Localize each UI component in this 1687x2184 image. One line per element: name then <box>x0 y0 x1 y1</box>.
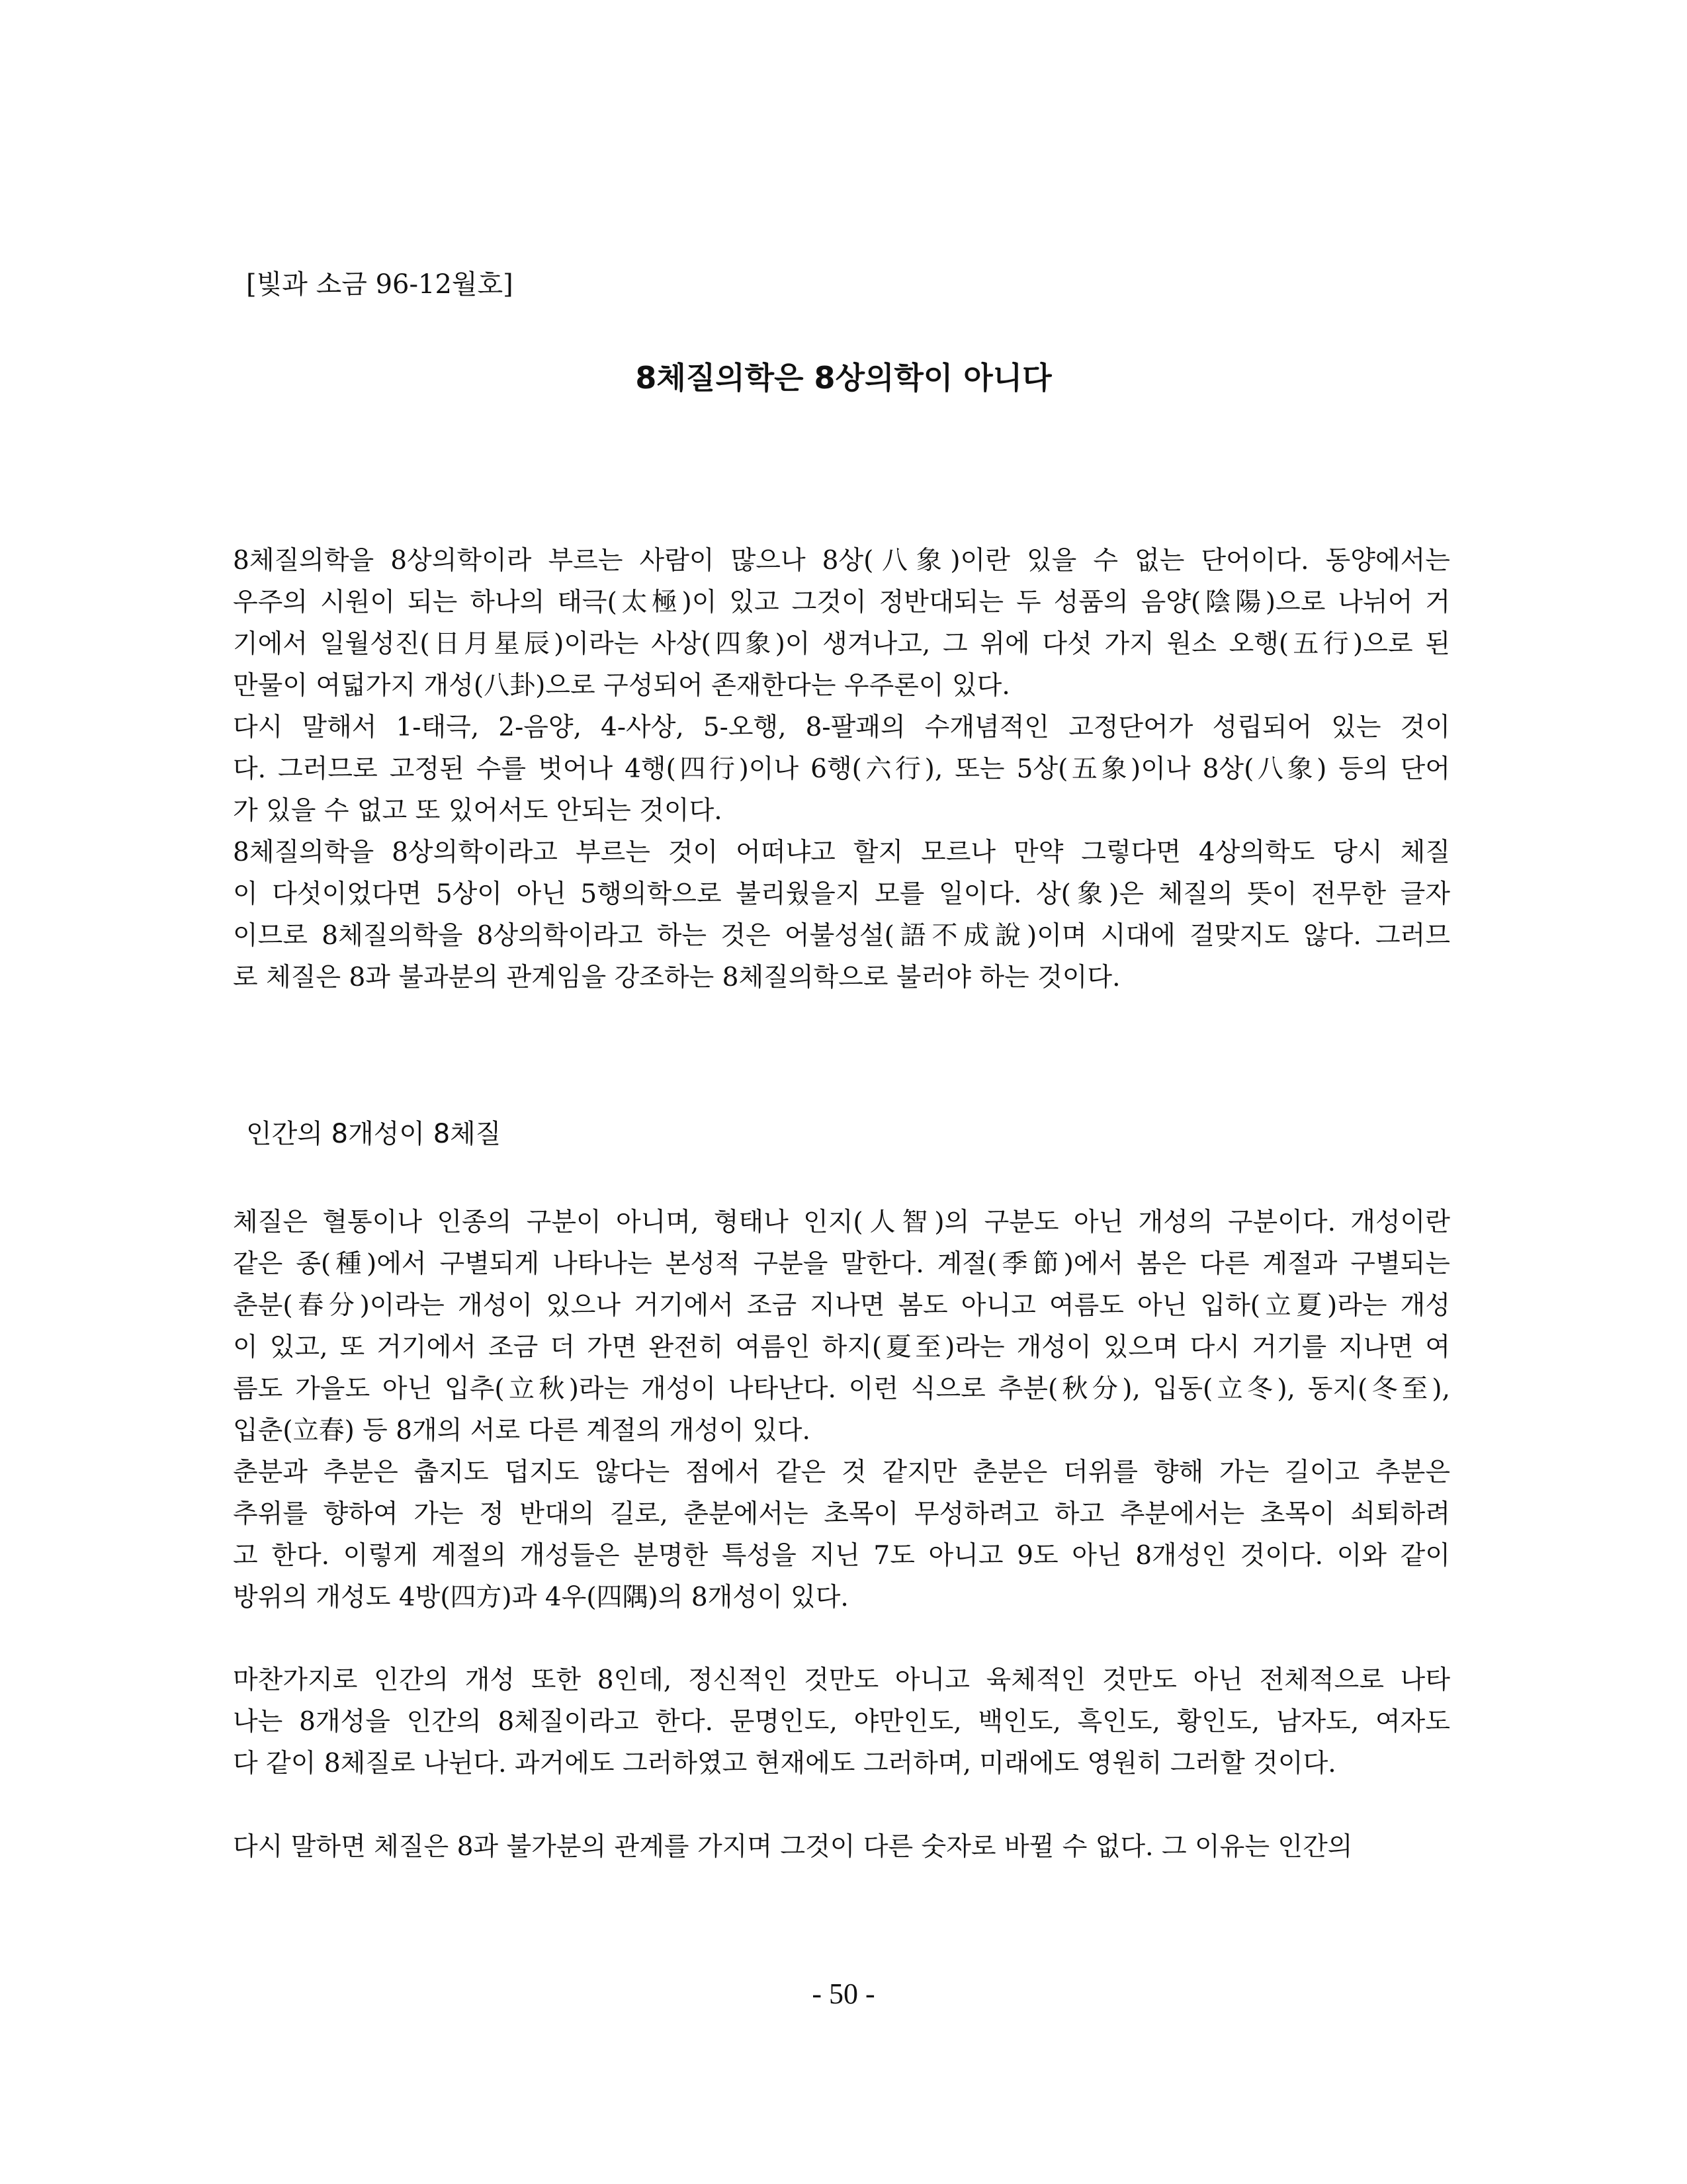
paragraph-line: 이 있고, 또 거기에서 조금 더 가면 완전히 여름인 하지(夏至)라는 개성이 있으며 다시 거기를 지나면 여 <box>233 1332 1450 1362</box>
paragraph-line: 다 같이 8체질로 나뉜다. 과거에도 그러하였고 현재에도 그러하며, 미래에도 영원히 그러할 것이다. <box>233 1749 1336 1778</box>
section-heading: 인간의 8개성이 8체질 <box>246 1119 501 1149</box>
intro-paragraph-1 <box>233 540 1450 707</box>
paragraph-line: 가 있을 수 없고 또 있어서도 안되는 것이다. <box>233 796 722 826</box>
section2-paragraph-3 <box>233 1659 1450 1784</box>
paragraph-line: 체질은 혈통이나 인종의 구분이 아니며, 형태나 인지(人智)의 구분도 아닌 개성의 구분이다. 개성이란 <box>233 1207 1450 1237</box>
section2-paragraph-4 <box>233 1826 1450 1868</box>
paragraph-line: 다. 그러므로 고정된 수를 벗어나 4행(四行)이나 6행(六行), 또는 5상(五象)이나 8상(八象) 등의 단어 <box>233 754 1450 784</box>
paragraph-line: 다시 말하면 체질은 8과 불가분의 관계를 가지며 그것이 다른 숫자로 바뀔 수 없다. 그 이유는 인간의 <box>233 1832 1353 1862</box>
paragraph-line: 나는 8개성을 인간의 8체질이라고 한다. 문명인도, 야만인도, 백인도, 흑인도, 황인도, 남자도, 여자도 <box>233 1707 1450 1737</box>
paragraph-line: 춘분과 추분은 춥지도 덥지도 않다는 점에서 같은 것 같지만 춘분은 더위를 향해 가는 길이고 추분은 <box>233 1458 1450 1487</box>
paragraph-line: 기에서 일월성진(日月星辰)이라는 사상(四象)이 생겨나고, 그 위에 다섯 가지 원소 오행(五行)으로 된 <box>233 629 1450 659</box>
paragraph-line: 로 체질은 8과 불과분의 관계임을 강조하는 8체질의학으로 불러야 하는 것이다. <box>233 963 1121 992</box>
paragraph-line: 이므로 8체질의학을 8상의학이라고 하는 것은 어불성설(語不成說)이며 시대에 걸맞지도 않다. 그러므 <box>233 921 1450 951</box>
paragraph-line: 8체질의학을 8상의학이라 부르는 사람이 많으나 8상(八象)이란 있을 수 없는 단어이다. 동양에서는 <box>233 546 1450 576</box>
article-title: 8체질의학은 8상의학이 아니다 <box>635 360 1052 396</box>
paragraph-line: 추위를 향하여 가는 정 반대의 길로, 춘분에서는 초목이 무성하려고 하고 추분에서는 초목이 쇠퇴하려 <box>233 1499 1450 1529</box>
paragraph-line: 이 다섯이었다면 5상이 아닌 5행의학으로 불리웠을지 모를 일이다. 상(象)은 체질의 뜻이 전무한 글자 <box>233 879 1450 909</box>
paragraph-line: 방위의 개성도 4방(四方)과 4우(四隅)의 8개성이 있다. <box>233 1583 849 1612</box>
intro-paragraph-3 <box>233 832 1450 998</box>
page-number: - 50 - <box>812 1978 875 2010</box>
source-citation: [빛과 소금 96-12월호] <box>246 269 513 300</box>
section2-paragraph-2 <box>233 1452 1450 1618</box>
paragraph-line: 다시 말해서 1-태극, 2-음양, 4-사상, 5-오행, 8-팔괘의 수개념적인 고정단어가 성립되어 있는 것이 <box>233 713 1450 742</box>
paragraph-line: 8체질의학을 8상의학이라고 부르는 것이 어떠냐고 할지 모르나 만약 그렇다면 4상의학도 당시 체질 <box>233 838 1450 867</box>
paragraph-line: 춘분(春分)이라는 개성이 있으나 거기에서 조금 지나면 봄도 아니고 여름도 아닌 입하(立夏)라는 개성 <box>233 1291 1450 1321</box>
paragraph-line: 고 한다. 이렇게 계절의 개성들은 분명한 특성을 지닌 7도 아니고 9도 아닌 8개성인 것이다. 이와 같이 <box>233 1541 1450 1571</box>
intro-paragraph-2 <box>233 707 1450 832</box>
section2-paragraph-1 <box>233 1201 1450 1452</box>
paragraph-line: 만물이 여덟가지 개성(八卦)으로 구성되어 존재한다는 우주론이 있다. <box>233 671 1010 701</box>
paragraph-line: 입춘(立春) 등 8개의 서로 다른 계절의 개성이 있다. <box>233 1416 810 1446</box>
paragraph-line: 마찬가지로 인간의 개성 또한 8인데, 정신적인 것만도 아니고 육체적인 것만도 아닌 전체적으로 나타 <box>233 1665 1450 1695</box>
paragraph-line: 우주의 시원이 되는 하나의 태극(太極)이 있고 그것이 정반대되는 두 성품의 음양(陰陽)으로 나뉘어 거 <box>233 588 1450 617</box>
paragraph-line: 같은 종(種)에서 구별되게 나타나는 본성적 구분을 말한다. 계절(季節)에서 봄은 다른 계절과 구별되는 <box>233 1249 1450 1279</box>
paragraph-line: 름도 가을도 아닌 입추(立秋)라는 개성이 나타난다. 이런 식으로 추분(秋分), 입동(立冬), 동지(冬至), <box>233 1374 1450 1404</box>
